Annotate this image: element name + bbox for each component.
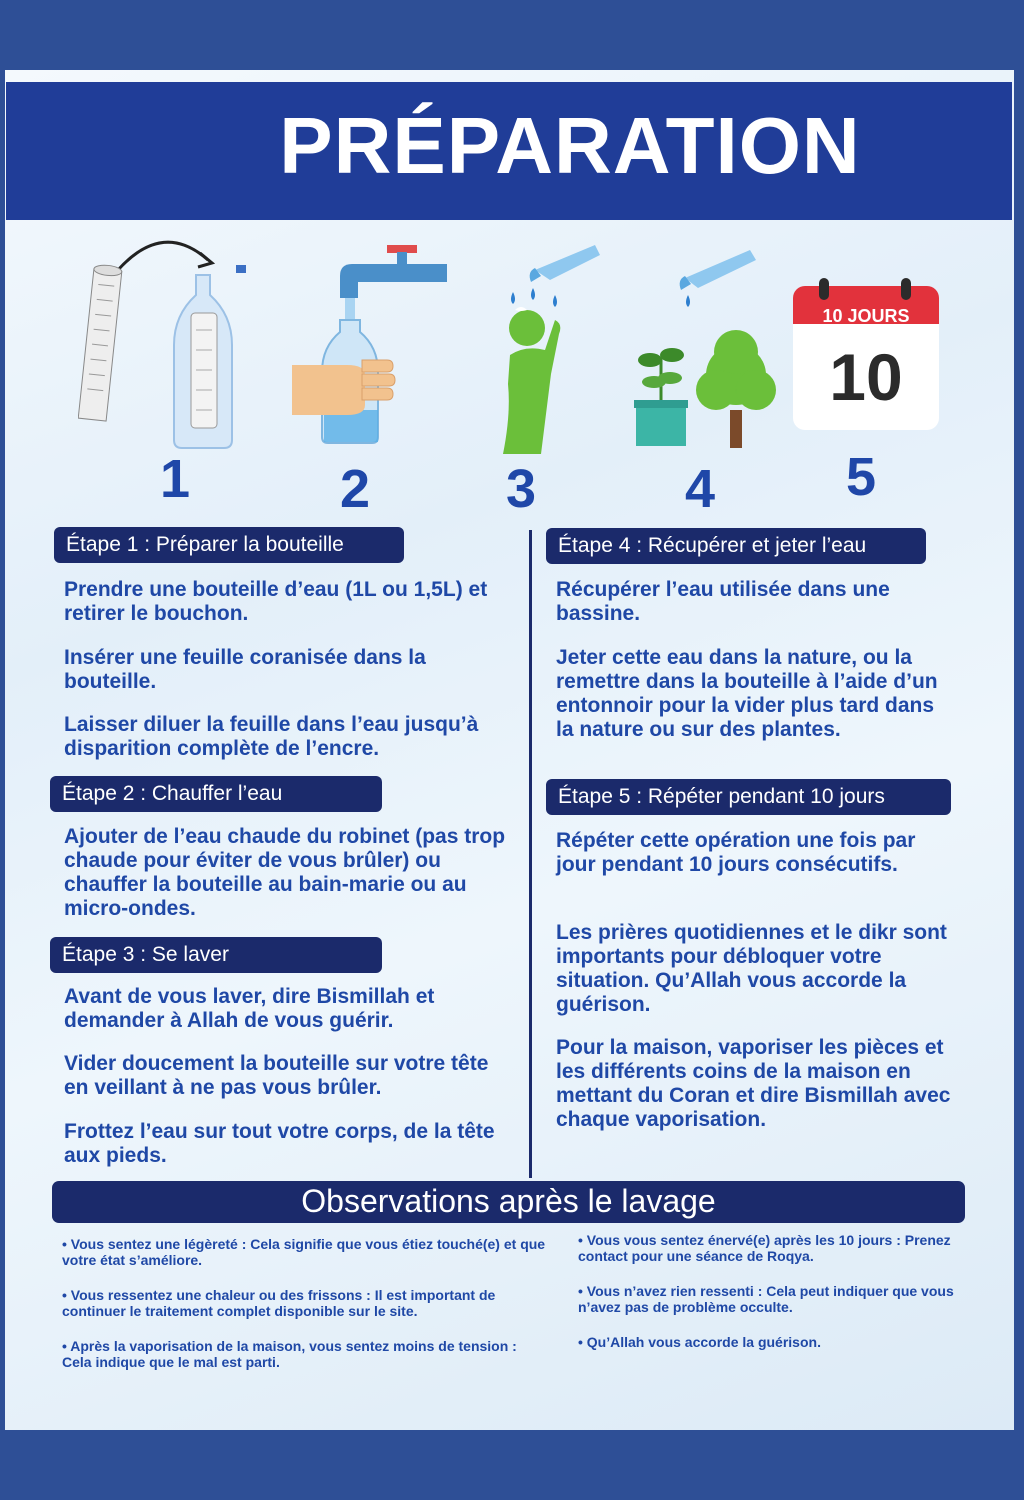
person-washing-icon <box>495 240 605 455</box>
column-divider <box>529 530 532 1178</box>
observations-title: Observations après le lavage <box>52 1181 965 1223</box>
step2-heading: Étape 2 : Chauffer l’eau <box>50 776 382 812</box>
step-number-1: 1 <box>160 449 191 509</box>
step-number-5: 5 <box>846 447 877 507</box>
step5-paragraph-3: Pour la maison, vaporiser les pièces et les différents coins de la maison en mettant du Coran et dire Bismillah avec chaque vaporisation. <box>556 1036 951 1131</box>
step-number-4: 4 <box>685 459 716 519</box>
observation-right-2: • Vous n’avez rien ressenti : Cela peut indiquer que vous n’avez pas de problème occulte. <box>578 1283 954 1315</box>
step-number-3: 3 <box>506 459 537 519</box>
page-title: PRÉPARATION <box>279 101 861 190</box>
observation-right-3: • Qu’Allah vous accorde la guérison. <box>578 1334 821 1350</box>
plants-watering-icon <box>630 240 780 450</box>
calendar-ring-right <box>901 278 911 300</box>
calendar-number: 10 <box>829 340 903 414</box>
paper-into-bottle-icon <box>78 225 258 450</box>
step1-paragraph-1: Prendre une bouteille d’eau (1L ou 1,5L) et retirer le bouchon. <box>64 578 488 625</box>
observation-left-3: • Après la vaporisation de la maison, vous sentez moins de tension : Cela indique que le mal est parti. <box>62 1338 517 1370</box>
step3-heading: Étape 3 : Se laver <box>50 937 382 973</box>
tap-water-icon <box>292 240 452 450</box>
calendar-ring-left <box>819 278 829 300</box>
observation-left-2: • Vous ressentez une chaleur ou des frissons : Il est important de continuer le traitement complet disponible sur le site. <box>62 1287 496 1319</box>
step4-paragraph-2: Jeter cette eau dans la nature, ou la remettre dans la bouteille à l’aide d’un entonnoir pour la vider plus tard dans la nature ou sur des plantes. <box>556 646 938 741</box>
step5-heading: Étape 5 : Répéter pendant 10 jours <box>546 779 951 815</box>
step1-paragraph-2: Insérer une feuille coranisée dans la bouteille. <box>64 646 426 693</box>
observation-left-1: • Vous sentez une légèreté : Cela signifie que vous étiez touché(e) et que votre état s’améliore. <box>62 1236 546 1268</box>
step3-paragraph-2: Vider doucement la bouteille sur votre tête en veillant à ne pas vous brûler. <box>64 1052 489 1099</box>
step2-paragraph-1: Ajouter de l’eau chaude du robinet (pas trop chaude pour éviter de vous brûler) ou chauffer la bouteille au bain-marie ou au micro-ondes. <box>64 825 506 920</box>
step1-heading: Étape 1 : Préparer la bouteille <box>54 527 404 563</box>
observation-right-1: • Vous vous sentez énervé(e) après les 10 jours : Prenez contact pour une séance de Roqya. <box>578 1232 951 1264</box>
step5-paragraph-2: Les prières quotidiennes et le dikr sont importants pour débloquer votre situation. Qu’Allah vous accorde la guérison. <box>556 921 947 1016</box>
step-number-2: 2 <box>340 459 371 519</box>
calendar-icon <box>793 278 939 430</box>
step4-heading: Étape 4 : Récupérer et jeter l’eau <box>546 528 926 564</box>
step1-paragraph-3: Laisser diluer la feuille dans l’eau jusqu’à disparition complète de l’encre. <box>64 713 479 760</box>
step5-paragraph-1: Répéter cette opération une fois par jour pendant 10 jours consécutifs. <box>556 829 916 876</box>
calendar-label: 10 JOURS <box>822 306 910 326</box>
step3-paragraph-1: Avant de vous laver, dire Bismillah et demander à Allah de vous guérir. <box>64 985 435 1032</box>
step3-paragraph-3: Frottez l’eau sur tout votre corps, de la tête aux pieds. <box>64 1120 495 1167</box>
step4-paragraph-1: Récupérer l’eau utilisée dans une bassine. <box>556 578 890 625</box>
